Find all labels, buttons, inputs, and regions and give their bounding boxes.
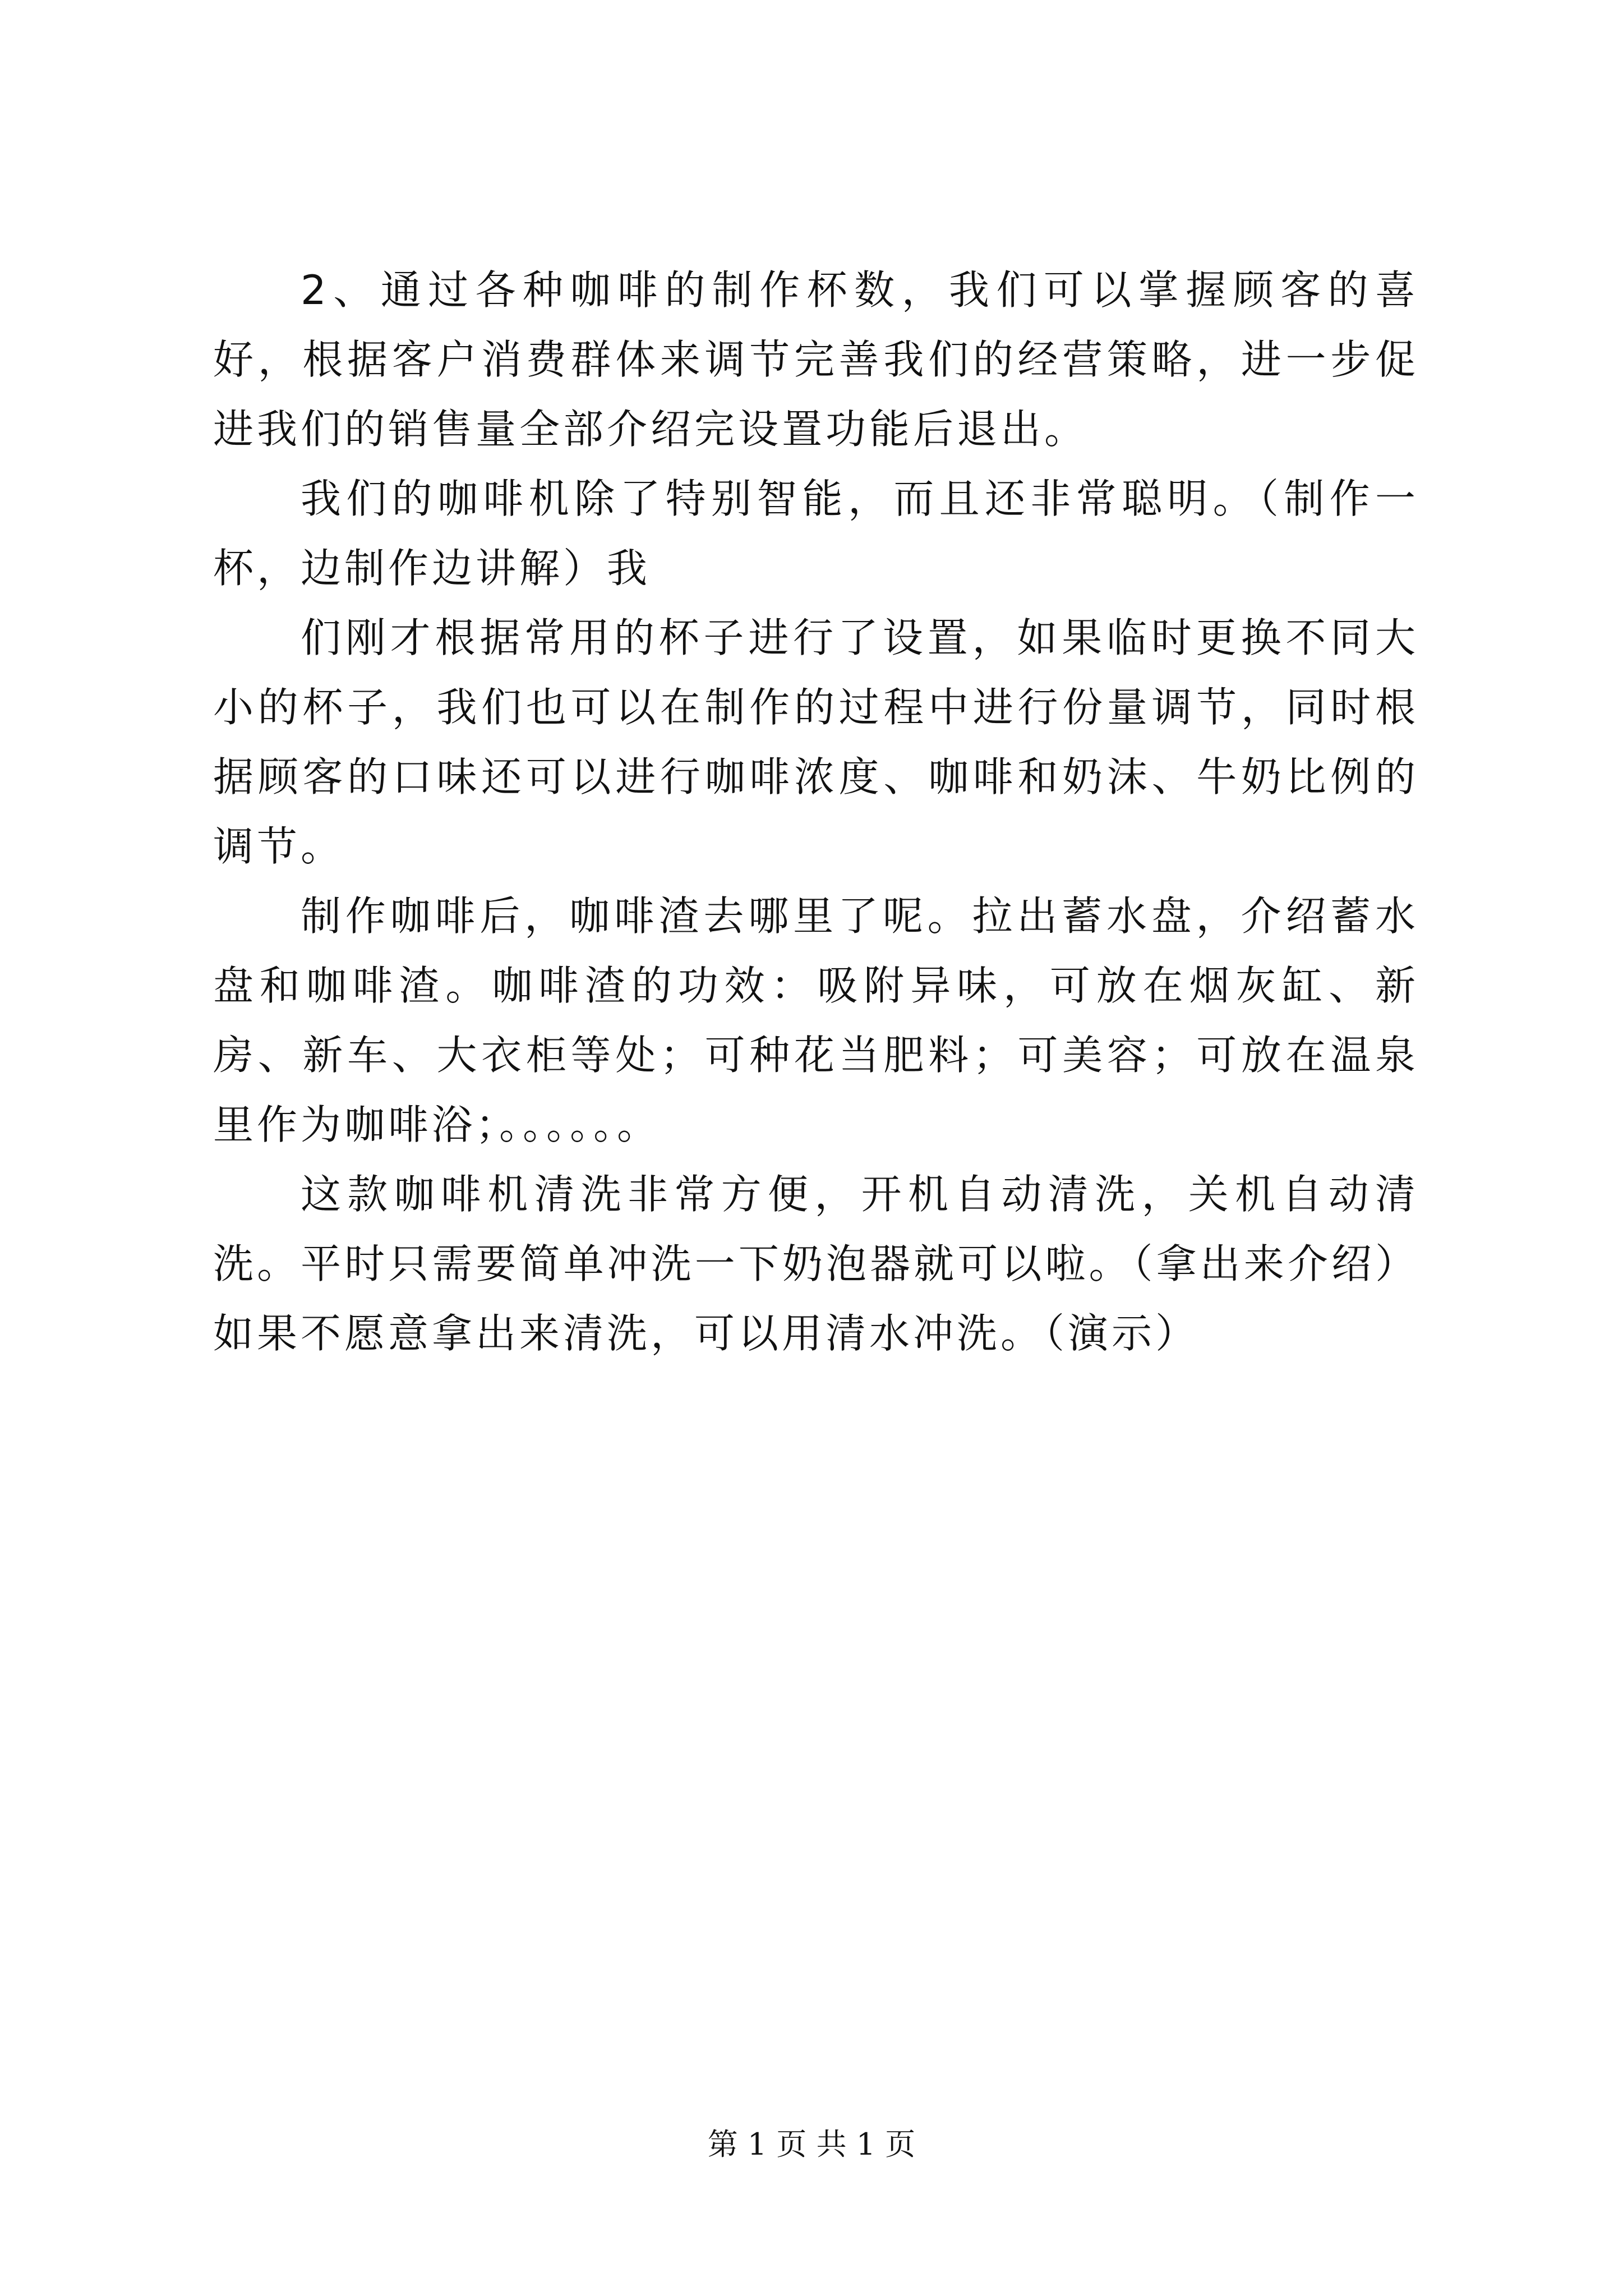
page-footer: 第 1 页 共 1 页 <box>707 2127 916 2162</box>
paragraph-2: 我们的咖啡机除了特别智能，而且还非常聪明。（制作一杯，边制作边讲解）我 <box>213 475 1419 592</box>
paragraph-4: 制作咖啡后，咖啡渣去哪里了呢。拉出蓄水盘，介绍蓄水盘和咖啡渣。咖啡渣的功效：吸附异味，可放在烟灰缸、新房、新车、大衣柜等处；可种花当肥料；可美容；可放在温泉里作为咖啡浴；。。。。。。 <box>213 892 1419 1148</box>
paragraph-5: 这款咖啡机清洗非常方便，开机自动清洗，关机自动清洗。平时只需要简单冲洗一下奶泡器就可以啦。（拿出来介绍）如果不愿意拿出来清洗，可以用清水冲洗。（演示） <box>213 1171 1419 1357</box>
paragraph-3: 们刚才根据常用的杯子进行了设置，如果临时更换不同大小的杯子，我们也可以在制作的过程中进行份量调节，同时根据顾客的口味还可以进行咖啡浓度、咖啡和奶沫、牛奶比例的调节。 <box>213 614 1419 870</box>
document-body <box>213 255 1419 1368</box>
paragraph-1: 2、通过各种咖啡的制作杯数，我们可以掌握顾客的喜好，根据客户消费群体来调节完善我们的经营策略，进一步促进我们的销售量全部介绍完设置功能后退出。 <box>213 266 1419 453</box>
